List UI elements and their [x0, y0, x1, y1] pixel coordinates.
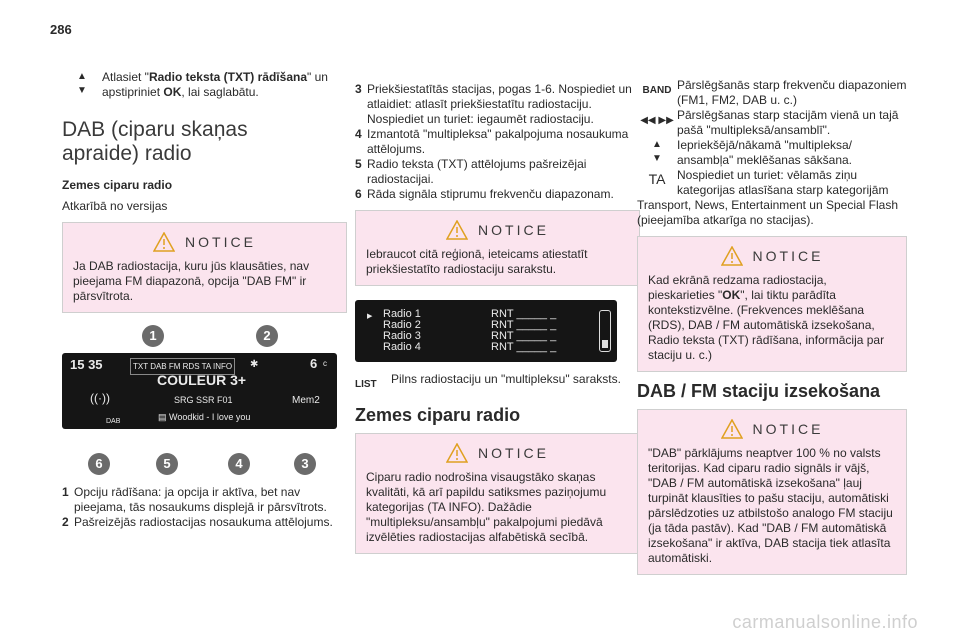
warning-icon	[153, 232, 175, 252]
notice-text: Ciparu radio nodrošina visaugstāko skaņas kvalitāti, kā arī papildu satiksmes paziņojumu kategorijas (TA INFO). Dažādie "multipleksu/ansambļu" pakalpojumi piedāvā izvēlēties radiostacijas alfabētiskā secībā.	[366, 470, 607, 544]
ta-icon: TA	[648, 171, 666, 187]
list-icon: LIST	[355, 379, 377, 390]
callout-3: 3	[294, 453, 316, 475]
display-ensemble: SRG SSR F01	[174, 395, 233, 405]
display-signal: 6	[310, 356, 318, 371]
warning-icon	[446, 220, 468, 240]
list-row-rnt: RNT _____ _	[491, 319, 557, 331]
up-down-arrows-icon: ▲ ▼	[77, 71, 87, 96]
display-mem: Mem2	[292, 395, 320, 406]
scrollbar	[599, 310, 611, 352]
notice-box	[637, 236, 907, 372]
notice-title: NOTICE	[185, 233, 256, 250]
section-heading-dab: DAB (ciparu skaņas apraide) radio	[62, 118, 248, 165]
updown-instruction: ▲ ▼ Iepriekšējā/nākamā "multipleksa/ ansambļa" meklēšanas sākšana.	[637, 138, 907, 168]
skip-instruction: ◀◀ ▶▶ Pārslēgšanas starp stacijām vienā un tajā pašā "multipleksā/ansamblī".	[637, 108, 907, 138]
band-icon: BAND	[642, 85, 672, 96]
list-row-name: Radio 4	[383, 341, 421, 353]
ta-instruction: TA Nospiediet un turiet: vēlamās ziņu kategorijas atlasīšana starp kategorijām	[637, 168, 907, 198]
notice-text: Ja DAB radiostacija, kuru jūs klausāties, nav pieejama FM diapazonā, opcija "DAB FM" ir pārsvītrota.	[73, 259, 310, 303]
version-note: Atkarībā no versijas	[62, 199, 168, 213]
notice-title: NOTICE	[752, 247, 824, 264]
page-number: 286	[50, 22, 72, 37]
display-flags: TXT DAB FM RDS TA INFO	[130, 358, 235, 375]
list-row-name: Radio 1	[383, 308, 421, 320]
callout-4: 4	[228, 453, 250, 475]
list-item: 4 Izmantotā "multipleksa" pakalpojuma nosaukuma attēlojums.	[355, 127, 629, 156]
notice-title: NOTICE	[478, 221, 549, 238]
callout-2: 2	[256, 325, 278, 347]
band-instruction: BAND Pārslēgšanās starp frekvenču diapazoniem (FM1, FM2, DAB u. c.)	[637, 78, 907, 108]
notice-box	[355, 210, 640, 286]
numbered-list-1	[62, 485, 347, 530]
subheading-terrestrial: Zemes ciparu radio	[62, 178, 173, 192]
display-track: ▤ Woodkid - I love you	[158, 412, 251, 422]
list-row-rnt: RNT _____ _	[491, 330, 557, 342]
column-3	[637, 78, 907, 587]
footer-watermark: carmanualsonline.info	[732, 612, 918, 632]
chevron-right-icon: ▶	[367, 313, 373, 320]
radio-display-illustration	[62, 325, 337, 475]
list-item: 6 Rāda signāla stiprumu frekvenču diapazonam.	[355, 187, 614, 201]
list-item: 2 Pašreizējās radiostacijas nosaukuma attēlojums.	[62, 515, 333, 529]
section-heading-terrestrial: Zemes ciparu radio	[355, 405, 521, 425]
column-2	[355, 82, 640, 566]
display-station: COULEUR 3+	[157, 372, 247, 388]
warning-icon	[446, 443, 468, 463]
radio-display	[62, 353, 337, 429]
list-item: 5 Radio teksta (TXT) attēlojums pašreizējai radiostacijai.	[355, 157, 587, 186]
notice-box	[355, 433, 640, 554]
section-heading-tracking: DAB / FM staciju izsekošana	[637, 381, 881, 401]
display-time: 15 35	[70, 357, 103, 372]
notice-box	[637, 409, 907, 575]
warning-icon	[721, 419, 743, 439]
display-dab-label: DAB	[106, 418, 121, 425]
notice-text: Kad ekrānā redzama radiostacija, pieskarieties "OK", lai tiktu parādīta kontekstizvēlne. (Frekvences meklēšana (RDS), DAB / FM automātiskā izsekošana, Radio teksta (TXT) rādīšana, informācija par staciju u. c.)	[648, 273, 885, 362]
callout-6: 6	[88, 453, 110, 475]
list-row-rnt: RNT _____ _	[491, 341, 557, 353]
notice-text: Iebraucot citā reģionā, ieteicams atiestatīt priekšiestatīto radiostaciju sarakstu.	[366, 247, 588, 276]
callout-1: 1	[142, 325, 164, 347]
callout-5: 5	[156, 453, 178, 475]
ta-text-continued: Transport, News, Entertainment un Special Flash (pieejamība atkarīga no stacijas).	[637, 198, 899, 227]
list-row-name: Radio 3	[383, 330, 421, 342]
antenna-icon: ((·))	[90, 391, 110, 405]
column-1	[62, 70, 347, 530]
up-down-arrows-icon: ▲ ▼	[652, 139, 662, 164]
display-unit: c	[323, 359, 327, 368]
list-item: 1 Opciju rādīšana: ja opcija ir aktīva, bet nav pieejama, tās nosaukums displejā ir pārsvītrots.	[62, 485, 327, 514]
list-row-name: Radio 2	[383, 319, 421, 331]
warning-icon	[721, 246, 743, 266]
notice-title: NOTICE	[752, 420, 824, 437]
list-item: 3 Priekšiestatītās stacijas, pogas 1-6. Nospiediet un atlaidiet: atlasīt priekšiestatītu radiostaciju. Nospiediet un turiet: iegaumēt radiostaciju.	[355, 82, 632, 126]
list-instruction: LIST Pilns radiostaciju un "multipleksu" saraksts.	[355, 372, 621, 390]
station-list-display	[355, 300, 617, 362]
notice-title: NOTICE	[478, 444, 549, 461]
bluetooth-icon: ✱	[250, 359, 259, 370]
notice-box	[62, 222, 347, 313]
numbered-list-2	[355, 82, 640, 202]
skip-arrows-icon: ◀◀ ▶▶	[640, 115, 674, 126]
arrows-instruction: ▲ ▼ Atlasiet "Radio teksta (TXT) rādīšana" un apstipriniet OK, lai saglabātu.	[62, 70, 347, 100]
notice-text: "DAB" pārklājums neaptver 100 % no valsts teritorijas. Kad ciparu radio signāls ir vājš, "DAB / FM automātiskā izsekošana" ļauj turpināt klausīties to pašu staciju, automātiski pārslēdzoties uz atbilstošo analogo FM staciju (ja tāda pastāv). Kad "DAB / FM automātiskā izsekošana" ir aktīva, DAB stacija tiek atlasīta automātiski.	[648, 446, 893, 565]
list-row-rnt: RNT _____ _	[491, 308, 557, 320]
